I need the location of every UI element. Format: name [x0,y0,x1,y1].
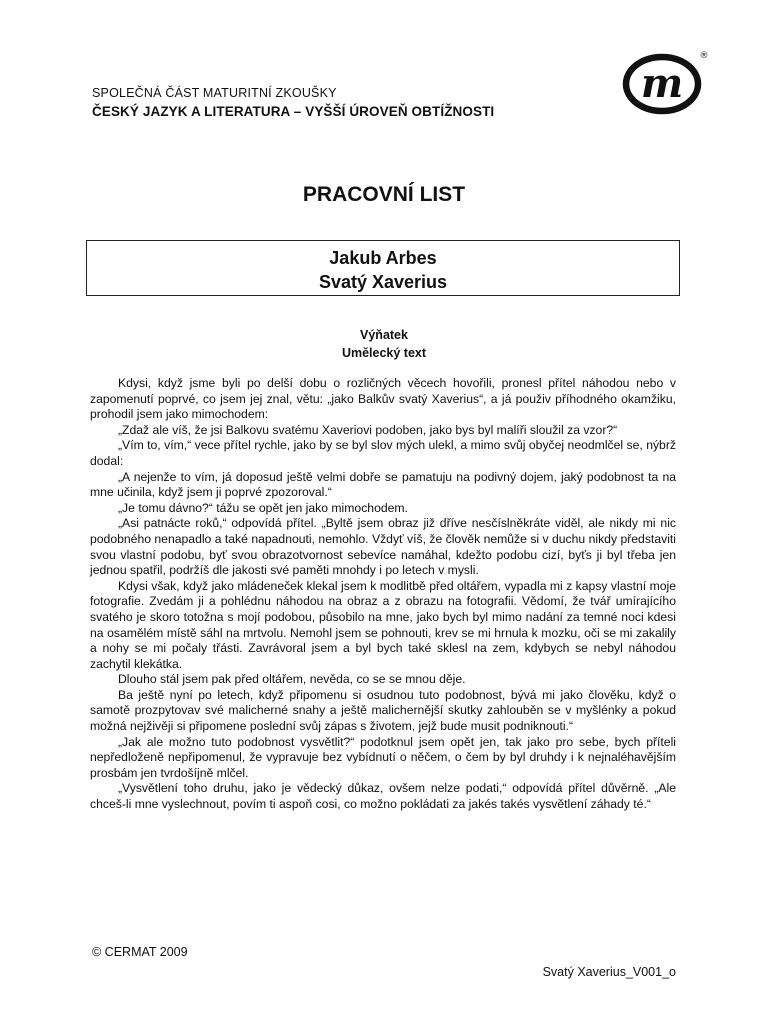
paragraph: „Je tomu dávno?“ tážu se opět jen jako mimochodem. [118,500,408,515]
page-title: PRACOVNÍ LIST [302,183,466,206]
copyright-notice: © CERMAT 2009 [92,945,188,959]
excerpt-type: Umělecký text [341,346,427,360]
logo-letter: m [640,60,684,107]
registered-mark: ® [699,51,709,61]
paragraph: „Asi patnácte roků,“ odpovídá přítel. „Byltě jsem obraz již dříve nesčíslněkráte viděl, ale nikdy mi nic podobného nenapadlo a také napadnouti, nemohlo. Vždyť víš, že člověk nemůže si v duchu nikdy představiti svou vlastní podobu, byť svou obrazotvornost sebevíce namáhal, kdežto podobu cizí, byťs ji byl třeba jen jednou spatřil, podržíš dle jakosti své paměti mnohdy i po letech v mysli. [90,516,676,578]
excerpt-heading [0,326,768,362]
paragraph: Ba ještě nyní po letech, když připomenu si osudnou tuto podobnost, bývá mi jako člověku, když o samotě prozpytovav své malicherné snahy a ještě malichernější skutky zahlouběn se v myšlénky a pokud možná nejživěji si připomene poslední svůj zápas s životem, jejž bude musit podniknouti.“ [90,687,676,734]
excerpt-label: Výňatek [360,328,408,342]
excerpt-text [90,376,676,813]
work-title-box [86,240,680,296]
work-title: Svatý Xaverius [318,272,448,292]
document-id: Svatý Xaverius_V001_o [542,965,676,979]
paragraph: „Vysvětlení toho druhu, jako je vědecký důkaz, ovšem nelze podati,“ odpovídá přítel důvěrně. „Ale chceš-li mne vyslechnout, povím ti aspoň cosi, co možno pokládati za jakés takés vysvětlení záhady té.“ [90,781,676,812]
paragraph: „Jak ale možno tuto podobnost vysvětlit?“ podotknul jsem opět jen, tak jako pro sebe, bych příteli nepředloženě nepřipomenul, že vypravuje bez vybídnutí o něčem, o čem by byl druhdy i k nejnaléhavějším prosbám jen tvrdošíjně mlčel. [90,734,676,780]
paragraph: „A nejenže to vím, já doposud ještě velmi dobře se pamatuju na podivný dojem, jaký podobnost ta na mne učinila, když jsem ji poprvé zpozoroval.“ [90,469,676,500]
paragraph: Kdysi však, když jako mládeneček klekal jsem k modlitbě před oltářem, vypadla mi z kapsy vlastní moje fotografie. Zvedám ji a pohlédnu náhodou na obraz a z obrazu na fotografii. Vědomí, že tvář umírajícího svatého je skoro totožna s mojí podobou, působilo na mne, jako bych byl mimo nadání za temné noci kdesi na osamělém místě sáhl na mrtvolu. Nemohl jsem se pohnouti, krev se mi hrnula k mozku, oči se mi zakalily a nohy se mi počaly třásti. Zavrávoral jsem a byl bych také sklesl na zem, kdybych se nebyl náhodou zachytil klekátka. [90,578,676,671]
paragraph: „Vím to, vím,“ vece přítel rychle, jako by se byl slov mých ulekl, a mimo svůj obyčej neodmlčel se, nýbrž dodal: [90,438,676,468]
paragraph: Kdysi, když jsme byli po delší dobu o rozličných věcech hovořili, pronesl přítel náhodou nebo v zapomenutí poprvé, co jsem jej znal, větu: „jako Balkův svatý Xaverius“, a já použiv příhodného okamžiku, prohodil jsem jako mimochodem: [90,376,676,422]
work-author: Jakub Arbes [329,248,437,268]
document-header [92,86,494,119]
cermat-logo-icon [620,44,710,116]
exam-subject-level: ČESKÝ JAZYK A LITERATURA – VYŠŠÍ ÚROVEŇ OBTÍŽNOSTI [92,104,495,119]
exam-name: SPOLEČNÁ ČÁST MATURITNÍ ZKOUŠKY [92,86,337,100]
paragraph: Dlouho stál jsem pak před oltářem, nevěda, co se se mnou děje. [118,672,466,687]
paragraph: „Zdaž ale víš, že jsi Balkovu svatému Xaveriovi podoben, jako bys byl malíři sloužil za vzor?“ [118,422,618,437]
